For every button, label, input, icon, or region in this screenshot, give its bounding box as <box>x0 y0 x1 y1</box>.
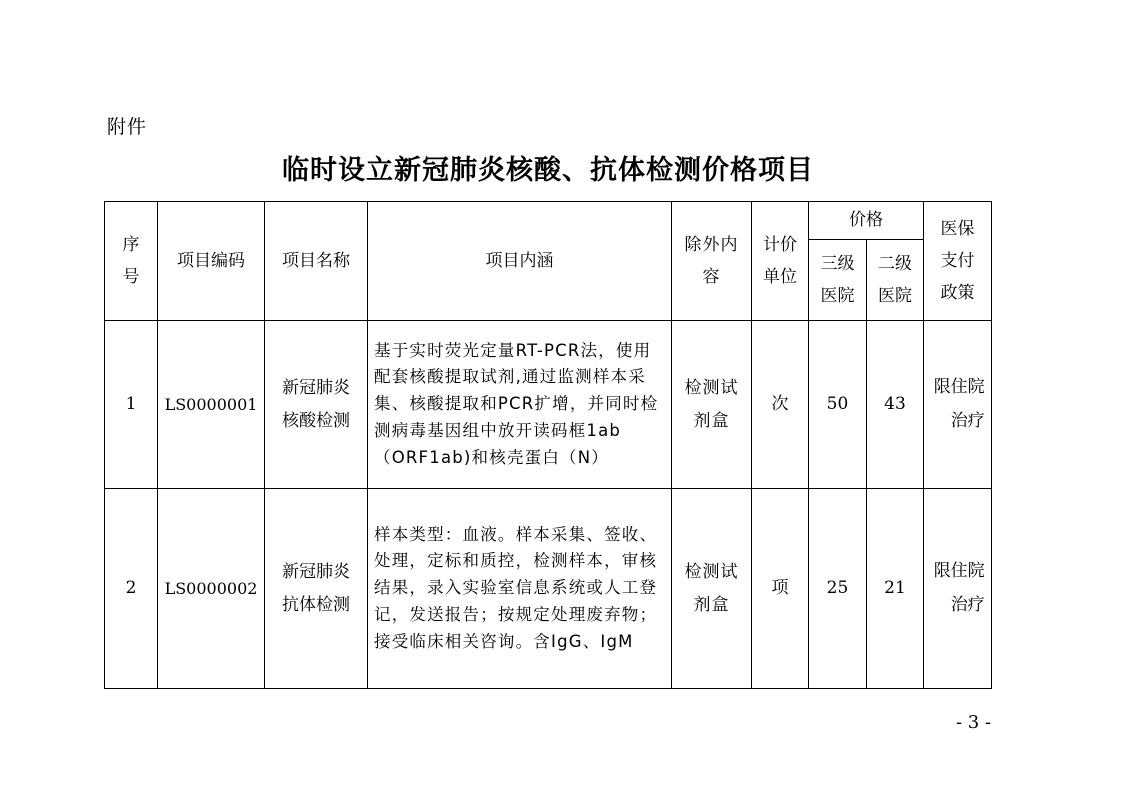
row-tier3-price: 25 <box>809 489 867 689</box>
row-unit: 次 <box>752 321 809 489</box>
header-unit: 计价单位 <box>752 202 809 321</box>
row-code: LS0000002 <box>158 489 265 689</box>
row-seq: 1 <box>105 321 158 489</box>
table-row <box>105 489 992 689</box>
price-table <box>104 201 992 689</box>
header-tier3: 三级医院 <box>809 240 867 321</box>
header-name: 项目名称 <box>265 202 368 321</box>
row-excluded: 检测试剂盒 <box>672 489 752 689</box>
row-seq: 2 <box>105 489 158 689</box>
row-name: 新冠肺炎核酸检测 <box>265 321 368 489</box>
page-number: - 3 - <box>956 712 992 733</box>
header-price: 价格 <box>809 202 924 240</box>
table-header-row <box>105 202 992 240</box>
header-code: 项目编码 <box>158 202 265 321</box>
row-tier2-price: 21 <box>867 489 924 689</box>
header-tier2: 二级医院 <box>867 240 924 321</box>
header-content: 项目内涵 <box>368 202 672 321</box>
row-tier2-price: 43 <box>867 321 924 489</box>
row-tier3-price: 50 <box>809 321 867 489</box>
row-excluded: 检测试剂盒 <box>672 321 752 489</box>
document-title: 临时设立新冠肺炎核酸、抗体检测价格项目 <box>282 155 814 186</box>
row-content: 基于实时荧光定量RT-PCR法，使用配套核酸提取试剂,通过监测样本采集、核酸提取和PCR扩增，并同时检测病毒基因组中放开读码框1ab（ORF1ab)和核壳蛋白（N） <box>368 321 672 489</box>
attachment-label: 附件 <box>107 116 148 138</box>
row-content: 样本类型：血液。样本采集、签收、处理，定标和质控，检测样本，审核结果，录入实验室信息系统或人工登记，发送报告；按规定处理废弃物；接受临床相关咨询。含IgG、IgM <box>368 489 672 689</box>
row-unit: 项 <box>752 489 809 689</box>
row-name: 新冠肺炎抗体检测 <box>265 489 368 689</box>
table-row <box>105 321 992 489</box>
row-insurance: 限住院治疗 <box>924 489 992 689</box>
header-seq: 序号 <box>105 202 158 321</box>
header-excluded: 除外内容 <box>672 202 752 321</box>
header-insurance: 医保支付政策 <box>924 202 992 321</box>
row-insurance: 限住院治疗 <box>924 321 992 489</box>
row-code: LS0000001 <box>158 321 265 489</box>
